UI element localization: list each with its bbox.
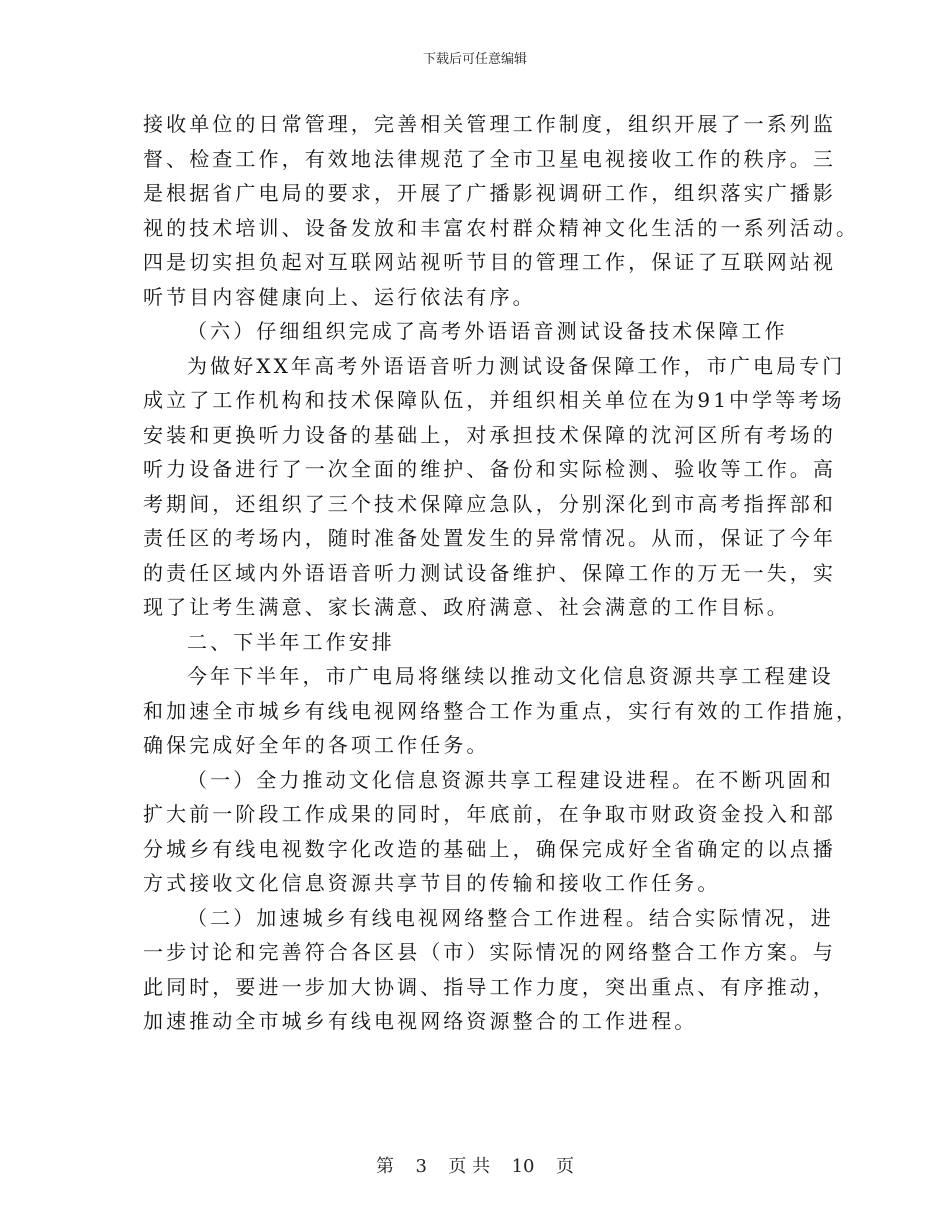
text-line: 的责任区域内外语语音听力测试设备维护、保障工作的万无一失，实 (143, 560, 836, 585)
text-line: 为做好XX年高考外语语音听力测试设备保障工作，市广电局专门 (187, 353, 846, 378)
text-line: 听节目内容健康向上、运行依法有序。 (143, 284, 536, 309)
page-header: 下载后可任意编辑 (422, 52, 527, 67)
text-line: 是根据省广电局的要求，开展了广播影视调研工作，组织落实广播影 (143, 181, 836, 205)
text-line: 确保完成好全年的各项工作任务。 (143, 733, 490, 757)
text-line: 接收单位的日常管理，完善相关管理工作制度，组织开展了一系列监 (143, 112, 836, 136)
text-line: 安装和更换听力设备的基础上，对承担技术保障的沈河区所有考场的 (143, 422, 836, 447)
text-line: 现了让考生满意、家长满意、政府满意、社会满意的工作目标。 (143, 595, 790, 619)
text-line: 视的技术培训、设备发放和丰富农村群众精神文化生活的一系列活动。 (143, 215, 860, 240)
text-line: 加速推动全市城乡有线电视网络资源整合的工作进程。 (143, 1009, 698, 1033)
footer-prefix: 第 (376, 1156, 395, 1177)
text-line: 听力设备进行了一次全面的维护、备份和实际检测、验收等工作。高 (143, 457, 836, 481)
text-line: 督、检查工作，有效地法律规范了全市卫星电视接收工作的秩序。三 (143, 146, 836, 171)
subsection-line-1: （一）全力推动文化信息资源共享工程建设进程。在不断巩固和 (187, 767, 834, 792)
text-line: 成立了工作机构和技术保障队伍，并组织相关单位在为91中学等考场 (143, 388, 845, 412)
text-line: 四是切实担负起对互联网站视听节目的管理工作，保证了互联网站视 (143, 250, 836, 274)
text-line: 分城乡有线电视数字化改造的基础上，确保完成好全省确定的以点播 (143, 836, 836, 861)
text-line: 此同时，要进一步加大协调、指导工作力度，突出重点、有序推动， (143, 974, 836, 999)
subsection-line-2: （二）加速城乡有线电视网络整合工作进程。结合实际情况，进 (187, 905, 834, 930)
total-pages: 10 (511, 1156, 535, 1177)
document-body (143, 107, 860, 1039)
text-line: 考期间，还组织了三个技术保障应急队，分别深化到市高考指挥部和 (143, 491, 836, 516)
footer-suffix: 页 (555, 1156, 574, 1177)
text-line: 和加速全市城乡有线电视网络整合工作为重点，实行有效的工作措施， (143, 698, 860, 723)
page-footer (0, 1155, 950, 1179)
section-heading-2: 二、下半年工作安排 (187, 629, 395, 654)
page-number: 3 (415, 1156, 427, 1177)
text-line: 扩大前一阶段工作成果的同时，年底前，在争取市财政资金投入和部 (143, 802, 836, 826)
section-heading-6: （六）仔细组织完成了高考外语语音测试设备技术保障工作 (187, 319, 788, 343)
text-line: 责任区的考场内，随时准备处置发生的异常情况。从而，保证了今年 (143, 526, 836, 550)
text-line: 今年下半年，市广电局将继续以推动文化信息资源共享工程建设 (187, 664, 834, 688)
footer-middle: 页 共 (448, 1156, 491, 1177)
text-line: 方式接收文化信息资源共享节目的传输和接收工作任务。 (143, 871, 721, 895)
text-line: 一步讨论和完善符合各区县（市）实际情况的网络整合工作方案。与 (143, 940, 836, 964)
